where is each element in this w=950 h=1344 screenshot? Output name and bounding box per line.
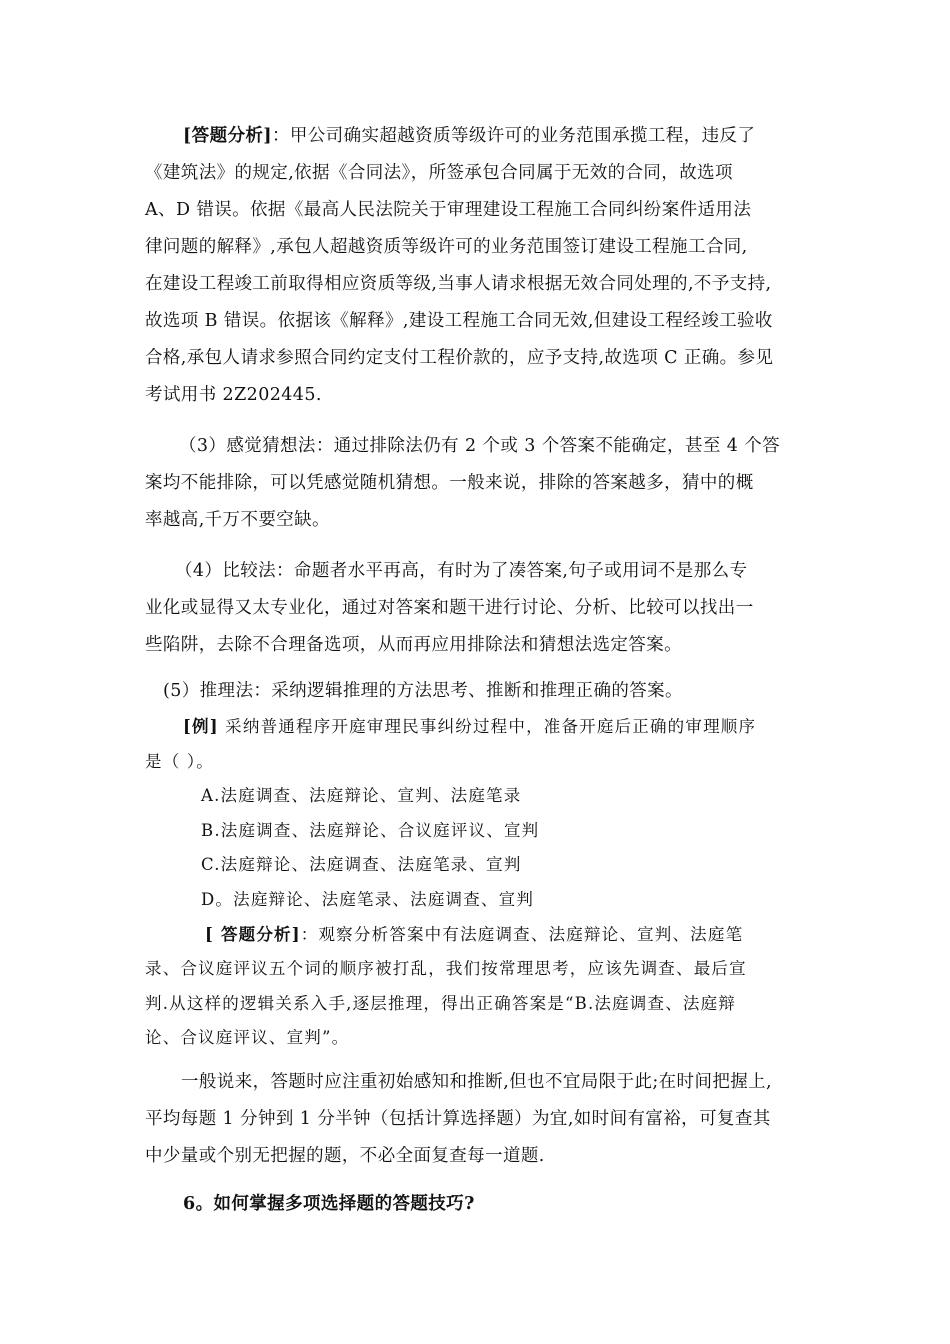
summary-line: 中少量或个别无把握的题，不必全面复查每一道题. [145, 1146, 545, 1166]
method-4-line: （4）比较法：命题者水平再高，有时为了凑答案,句子或用词不是那么专 [175, 561, 748, 581]
method-4-line: 业化或显得又太专业化，通过对答案和题干进行讨论、分析、比较可以找出一 [145, 598, 754, 618]
answer-analysis-paragraph-1 [145, 118, 817, 414]
option-b: B.法庭调查、法庭辩论、合议庭评议、宣判 [201, 820, 540, 840]
analysis-text-line: 故选项 B 错误。依据该《解释》,建设工程施工合同无效,但建设工程经竣工验收 [145, 311, 773, 331]
analysis-text-line: 考试用书 2Z202445. [145, 385, 322, 405]
example-question-text: 是（ ）。 [145, 751, 214, 771]
analysis-label: [答题分析] [183, 126, 272, 146]
analysis-text-line: A、D 错误。依据《最高人民法院关于审理建设工程施工合同纠纷案件适用法 [145, 200, 752, 220]
summary-line: 一般说来，答题时应注重初始感知和推断,但也不宜局限于此;在时间把握上, [181, 1072, 773, 1092]
analysis-text-line: 录、合议庭评议五个词的顺序被打乱，我们按常理思考，应该先调查、最后宣 [145, 959, 747, 979]
analysis-text-line: ：观察分析答案中有法庭调查、法庭辩论、宣判、法庭笔 [300, 924, 744, 944]
option-a: A.法庭调查、法庭辩论、宣判、法庭笔录 [201, 786, 522, 806]
summary-paragraph [145, 1064, 817, 1175]
method-3-line: 案均不能排除，可以凭感觉随机猜想。一般来说，排除的答案越多，猜中的概 [145, 473, 754, 493]
section-heading: 6。如何掌握多项选择题的答题技巧? [183, 1194, 475, 1214]
analysis-text-line: 《建筑法》的规定,依据《合同法》，所签承包合同属于无效的合同，故选项 [145, 163, 733, 183]
example-question [145, 710, 817, 1056]
analysis-text-line: 论、合议庭评议、宣判”。 [145, 1028, 350, 1048]
option-c: C.法庭辩论、法庭调查、法庭笔录、宣判 [201, 855, 522, 875]
analysis-label: [ 答题分析] [205, 924, 301, 944]
analysis-text-line: 合格,承包人请求参照合同约定支付工程价款的，应予支持,故选项 C 正确。参见 [145, 348, 774, 368]
method-4-paragraph [145, 553, 817, 664]
summary-line: 平均每题 1 分钟到 1 分半钟（包括计算选择题）为宜,如时间有富裕，可复查其 [145, 1109, 771, 1129]
analysis-text-line: 判.从这样的逻辑关系入手,逐层推理，得出正确答案是“B.法庭调查、法庭辩 [145, 993, 736, 1013]
method-3-line: 率越高,千万不要空缺。 [145, 510, 330, 530]
method-3-paragraph [145, 428, 817, 539]
section-heading-block [145, 1186, 817, 1223]
method-5-paragraph [145, 673, 817, 710]
example-label: [例] [183, 717, 219, 736]
method-4-line: 些陷阱，去除不合理备选项，从而再应用排除法和猜想法选定答案。 [145, 635, 682, 655]
example-question-text: 采纳普通程序开庭审理民事纠纷过程中，准备开庭后正确的审理顺序 [225, 717, 757, 736]
method-3-line: （3）感觉猜想法：通过排除法仍有 2 个或 3 个答案不能确定，甚至 4 个答 [179, 436, 781, 456]
analysis-text-line: 在建设工程竣工前取得相应资质等级,当事人请求根据无效合同处理的,不予支持, [145, 274, 772, 294]
option-d: D。法庭辩论、法庭笔录、法庭调查、宣判 [201, 889, 535, 909]
method-5-line: (5）推理法：采纳逻辑推理的方法思考、推断和推理正确的答案。 [163, 681, 683, 701]
analysis-text-line: ：甲公司确实超越资质等级许可的业务范围承揽工程，违反了 [271, 126, 756, 146]
analysis-text-line: 律问题的解释》,承包人超越资质等级许可的业务范围签订建设工程施工合同, [145, 237, 748, 257]
